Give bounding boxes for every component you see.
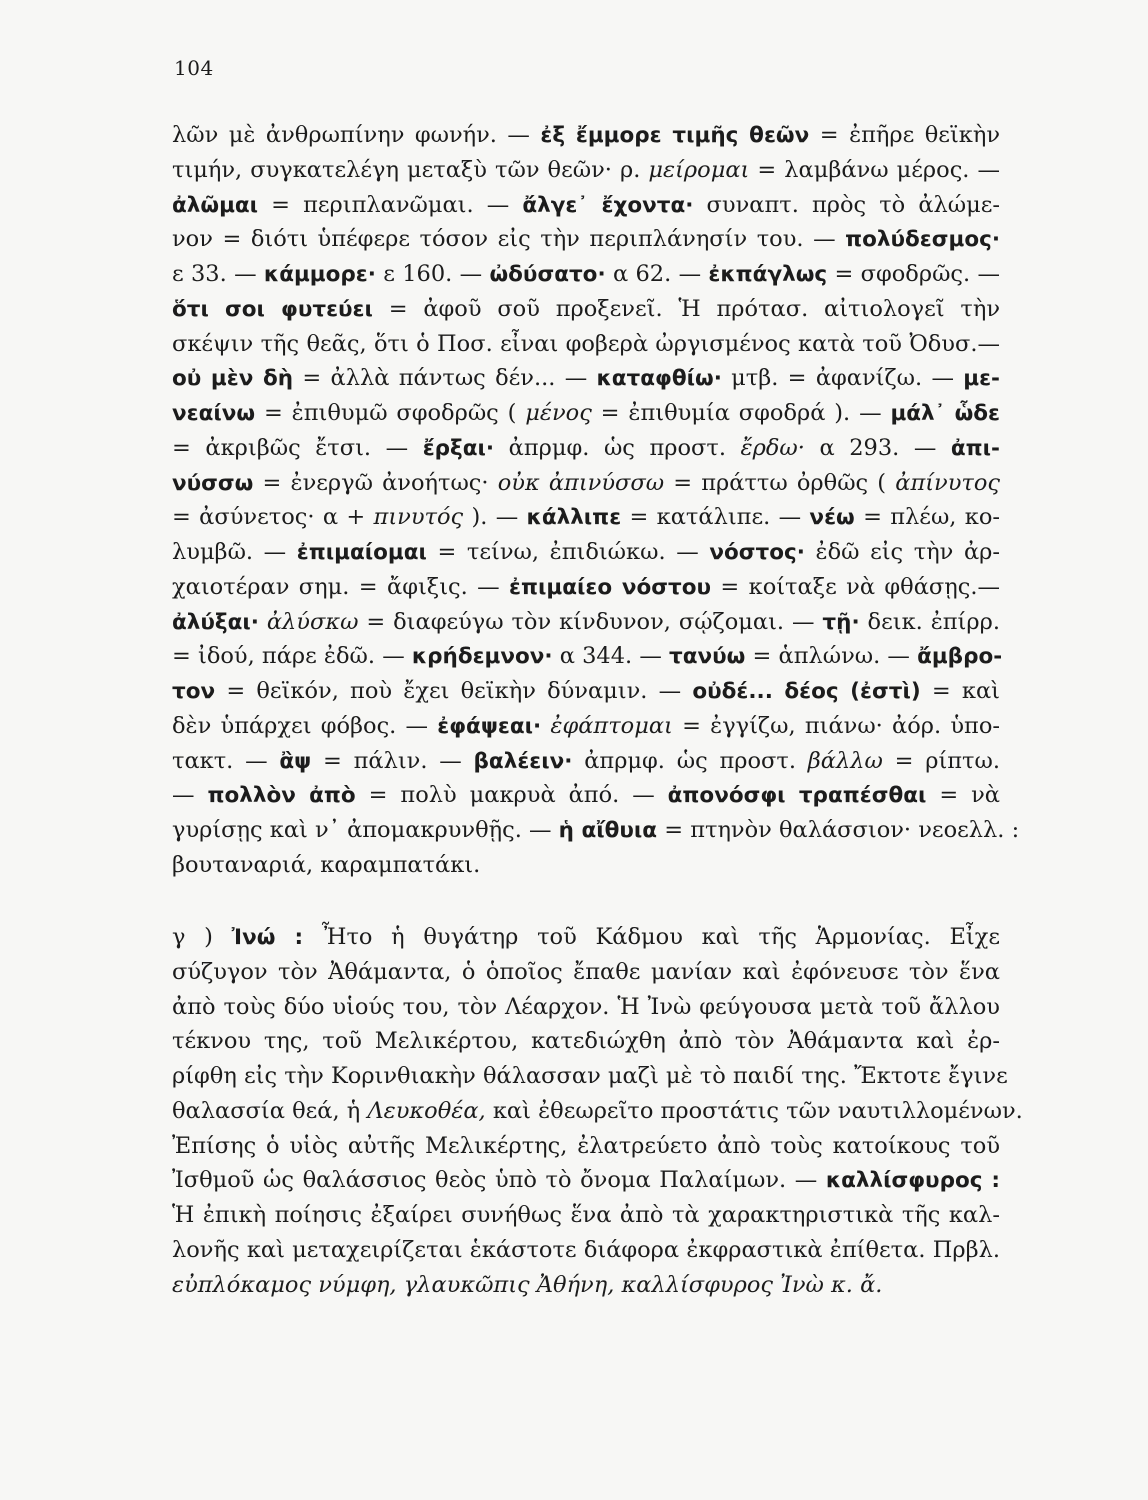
italic-term: οὐκ ἀπινύσσω — [497, 469, 665, 496]
glossary-line — [172, 222, 1000, 257]
text-run: = νὰ — [926, 782, 1000, 809]
text-run: = κοίταξε νὰ φθάσῃς.— — [711, 573, 1000, 600]
text-run: = πάλιν. — — [311, 747, 474, 774]
headword: ὅτι σοι φυτεύει — [172, 296, 373, 322]
headword: ἀπονόσφι τραπέσθαι — [667, 783, 927, 809]
ino-line — [172, 1094, 1023, 1128]
page-number: 104 — [174, 56, 214, 80]
glossary-line — [172, 813, 1020, 848]
glossary-line — [172, 292, 1000, 327]
glossary-line — [172, 709, 1000, 744]
text-run: = καὶ — [920, 678, 1000, 704]
headword: οὐδέ... δέος (ἐστὶ) — [692, 679, 921, 704]
text-run: ἀπρμφ. ὡς προστ. — [572, 747, 808, 774]
ino-line — [172, 1129, 1000, 1163]
glossary-line — [172, 257, 1000, 292]
glossary-line — [172, 639, 1003, 674]
headword: ἐξ ἔμμορε τιμῆς θεῶν — [540, 123, 810, 148]
glossary-line — [172, 500, 1000, 535]
text-run: γυρίσῃς καὶ ν᾽ ἀπομακρυνθῇς. — — [172, 817, 559, 843]
italic-term: πινυτός — [373, 504, 464, 531]
headword: νύσσω — [172, 470, 254, 496]
headword: ἐφάψεαι· — [437, 713, 542, 739]
headword: ἀπι- — [950, 435, 1000, 461]
headword: ἐπιμαίομαι — [296, 540, 427, 565]
headword: με- — [963, 366, 1000, 392]
headword: βαλέειν· — [473, 748, 573, 774]
headword: οὐ μὲν δὴ — [172, 366, 294, 392]
text-run: = ἰδού, πάρε ἐδῶ. — — [172, 643, 412, 670]
headword: ἀλύξαι· — [172, 609, 259, 635]
headword: τῇ· — [822, 609, 860, 635]
headword: καταφθίω· — [596, 366, 722, 392]
text-run: = ἀφοῦ σοῦ προξενεῖ. Ἡ πρότασ. αἰτιολογεῖ τὴν — [372, 295, 1000, 322]
glossary-line — [172, 188, 1000, 223]
headword: ἂψ — [279, 748, 312, 774]
glossary-line — [172, 674, 1000, 709]
glossary-line — [172, 361, 1000, 396]
headword: κάλλιπε — [526, 505, 622, 531]
ino-line — [172, 1198, 1000, 1232]
text-run: τέκνου της, τοῦ Μελικέρτου, κατεδιώχθη ἀπὸ τὸν Ἀθάμαντα καὶ ἐρ- — [172, 1028, 1000, 1055]
text-run: λονῆς καὶ μεταχειρίζεται ἑκάστοτε διάφορα ἐκφραστικὰ ἐπίθετα. Πρβλ. — [172, 1236, 1000, 1263]
text-run: α 293. — — [804, 434, 951, 461]
italic-term: μείρομαι — [648, 156, 750, 183]
text-run: ε 160. — — [375, 261, 490, 287]
glossary-line — [172, 848, 480, 882]
text-run: = σφοδρῶς. — — [827, 261, 1000, 287]
glossary-line — [172, 431, 1000, 466]
glossary-line — [172, 605, 1000, 640]
text-run: = τείνω, ἐπιδιώκω. — — [426, 539, 710, 565]
text-run: βουταναριά, καραμπατάκι. — [172, 851, 481, 878]
text-run: χαιοτέραν σημ. = ἄφιξις. — — [172, 573, 510, 600]
ino-line — [172, 990, 1000, 1024]
text-run: = ἐπιθυμία σφοδρά ). — — [591, 400, 891, 426]
headword: ἀλῶμαι — [172, 192, 259, 218]
ino-line — [172, 1163, 1000, 1198]
text-run: = λαμβάνω μέρος. — — [749, 156, 1000, 183]
text-run: συναπτ. πρὸς τὸ ἀλώμε- — [693, 191, 1000, 218]
text-run: α 62. — — [605, 261, 709, 287]
text-run — [259, 609, 267, 635]
headword: καλλίσφυρος : — [825, 1168, 1000, 1194]
text-run: = πράττω ὀρθῶς ( — [664, 469, 896, 496]
text-run: δεικ. ἐπίρρ. — [859, 608, 1000, 635]
italic-term: ἔρδω· — [740, 434, 805, 461]
headword: τον — [172, 679, 216, 704]
ino-line — [172, 955, 1000, 989]
text-run: θαλασσία θεά, ἡ — [172, 1097, 368, 1124]
headword: ἄλγε᾽ ἔχοντα· — [522, 192, 694, 218]
text-run: ). — — [463, 504, 527, 531]
headword: κρήδεμνον· — [411, 644, 553, 670]
text-run: Ἦτο ἡ θυγάτηρ τοῦ Κάδμου καὶ τῆς Ἁρμονίας. Εἶχε — [303, 924, 1000, 950]
headword: ἐκπάγλως — [708, 262, 828, 287]
text-run: = κατάλιπε. — — [621, 504, 810, 531]
text-run: = ἐπῆρε θεϊκὴν — [809, 122, 1001, 148]
text-run: Ἡ ἐπικὴ ποίησις ἐξαίρει συνήθως ἕνα ἀπὸ τὰ χαρακτηριστικὰ τῆς καλ- — [172, 1202, 1000, 1228]
italic-term: Λευκοθέα, — [367, 1097, 486, 1124]
italic-term: βάλλω — [807, 747, 883, 774]
headword: ἐπιμαίεο νόστου — [509, 574, 711, 600]
ino-line — [172, 1268, 882, 1302]
text-run: λῶν μὲ ἀνθρωπίνην φωνήν. — — [172, 122, 541, 148]
headword: κάμμορε· — [263, 262, 376, 287]
headword: νεαίνω — [172, 401, 256, 426]
italic-term: εὐπλόκαμος νύμφη, γλαυκῶπις Ἀθήνη, καλλίσφυρος Ἰνὼ κ. ἄ. — [172, 1271, 883, 1298]
text-run: = ἀλλὰ πάντως δέν... — — [293, 365, 597, 392]
text-run: = διαφεύγω τὸν κίνδυνον, σῴζομαι. — — [358, 608, 823, 635]
glossary-line — [172, 153, 1000, 187]
text-run: γ ) — [172, 924, 232, 950]
text-run: τιμήν, συγκατελέγη μεταξὺ τῶν θεῶν· ρ. — [172, 156, 649, 183]
text-run: σκέψιν τῆς θεᾶς, ὅτι ὁ Ποσ. εἶναι φοβερὰ ὠργισμένος κατὰ τοῦ Ὀδυσ.— — [172, 330, 1000, 357]
text-run: ε 33. — — [172, 261, 264, 287]
italic-term: ἐφάπτομαι — [550, 712, 673, 739]
headword: ἡ αἴθυια — [558, 818, 658, 843]
italic-term: ἀπίνυτος — [895, 469, 1001, 496]
glossary-line — [172, 466, 1000, 501]
headword: ἄμβρο- — [917, 644, 1003, 670]
text-run: = πολὺ μακρυὰ ἀπό. — — [355, 782, 668, 809]
text-run: = πτηνὸν θαλάσσιον· νεοελλ. : — [657, 817, 1020, 843]
text-run: Ἐπίσης ὁ υἱὸς αὐτῆς Μελικέρτης, ἐλατρεύετο ἀπὸ τοὺς κατοίκους τοῦ — [172, 1132, 1000, 1159]
text-run: ἀπὸ τοὺς δύο υἱούς του, τὸν Λέαρχον. Ἡ Ἰνὼ φεύγουσα μετὰ τοῦ ἄλλου — [172, 993, 1000, 1020]
text-run: δὲν ὑπάρχει φόβος. — — [172, 712, 438, 739]
text-run: σύζυγον τὸν Ἀθάμαντα, ὁ ὁποῖος ἔπαθε μανίαν καὶ ἐφόνευσε τὸν ἕνα — [172, 958, 1000, 985]
glossary-line — [172, 327, 1000, 361]
headword: νέω — [809, 505, 855, 531]
ino-line — [172, 920, 1000, 955]
text-run: = ρίπτω. — [882, 747, 1001, 774]
text-run: λυμβῶ. — — [172, 539, 297, 565]
text-run: καὶ ἐθεωρεῖτο προστάτις τῶν ναυτιλλομένων. — [485, 1097, 1023, 1124]
text-run: = ἀσύνετος· α + — [172, 504, 374, 531]
text-run: — — [172, 782, 208, 809]
headword: νόστος· — [709, 540, 805, 565]
glossary-line — [172, 778, 1000, 813]
text-run: = ἐπιθυμῶ σφοδρῶς ( — [255, 400, 526, 426]
headword: πολύδεσμος· — [845, 227, 1000, 253]
text-run: ἐδῶ εἰς τὴν ἀρ- — [804, 539, 1000, 565]
headword: ἔρξαι· — [422, 435, 495, 461]
text-run: = θεϊκόν, ποὺ ἔχει θεϊκὴν δύναμιν. — — [215, 678, 693, 704]
text-run: μτβ. = ἀφανίζω. — — [721, 365, 964, 392]
headword: πολλὸν ἀπὸ — [207, 783, 356, 809]
text-run: = ἀκριβῶς ἔτσι. — — [172, 434, 423, 461]
headword: Ἰνώ : — [231, 925, 304, 950]
glossary-line — [172, 744, 1000, 779]
text-run: = ἐνεργῶ ἀνοήτως· — [253, 469, 498, 496]
headword: μάλ᾽ ὧδε — [890, 401, 1001, 426]
italic-term: ἀλύσκω — [266, 608, 359, 635]
glossary-line — [172, 535, 1000, 570]
text-run: τακτ. — — [172, 747, 280, 774]
ino-line — [172, 1233, 1000, 1267]
glossary-line — [172, 396, 1000, 431]
text-run: = περιπλανῶμαι. — — [258, 191, 523, 218]
headword: ὠδύσατο· — [489, 262, 606, 287]
headword: τανύω — [669, 644, 746, 670]
text-run: α 344. — — [552, 643, 670, 670]
text-run: νον = διότι ὑπέφερε τόσον εἰς τὴν περιπλάνησίν του. — — [172, 226, 846, 253]
glossary-line — [172, 118, 1000, 153]
ino-line — [172, 1024, 1000, 1058]
text-run: ρίφθη εἰς τὴν Κορινθιακὴν θάλασσαν μαζὶ μὲ τὸ παιδί της. Ἔκτοτε ἔγινε — [172, 1063, 1008, 1089]
ino-line — [172, 1059, 1008, 1093]
text-run: ἀπρμφ. ὡς προστ. — [494, 434, 741, 461]
glossary-line — [172, 570, 1000, 605]
text-run: = πλέω, κο- — [854, 504, 1000, 531]
text-run: Ἰσθμοῦ ὡς θαλάσσιος θεὸς ὑπὸ τὸ ὄνομα Παλαίμων. — — [172, 1167, 826, 1194]
text-run: = ἐγγίζω, πιάνω· ἀόρ. ὑπο- — [672, 712, 1000, 739]
italic-term: μένος — [525, 400, 592, 426]
text-run: = ἁπλώνω. — — [745, 643, 918, 670]
